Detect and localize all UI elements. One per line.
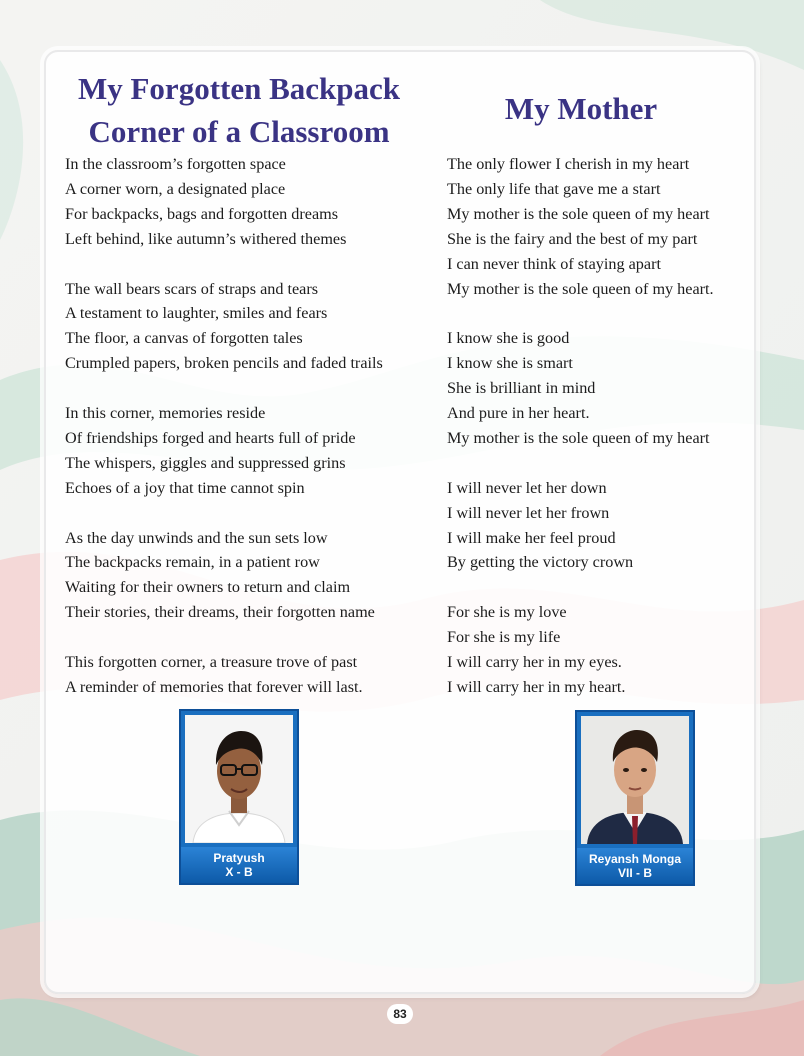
poem2-title: My Mother [504,91,658,126]
poem-line: By getting the victory crown [447,553,634,572]
poem-line: A corner worn, a designated place [65,179,286,198]
author-class: VII - B [617,866,652,880]
stanza [447,600,714,700]
poem-line: I will never let her down [447,478,607,497]
poem1-body [65,152,383,700]
poem-line: In the classroom’s forgotten space [65,155,286,173]
author-photo-card [179,709,299,885]
poem-line: Their stories, their dreams, their forgotten name [65,603,375,622]
author-class: X - B [225,865,253,879]
poem-line: For backpacks, bags and forgotten dreams [65,204,339,223]
poem-line: She is brilliant in mind [447,379,596,398]
poem-line: The whispers, giggles and suppressed grins [65,453,346,472]
poem-line: Crumpled papers, broken pencils and faded trails [65,354,383,373]
poem-line: Of friendships forged and hearts full of pride [65,428,356,447]
poem-line: A reminder of memories that forever will last. [65,677,363,696]
poem-line: I will carry her in my heart. [447,677,626,696]
poem-line: I will carry her in my eyes. [447,653,622,672]
author-photo-card [575,710,695,886]
author-caption [577,848,693,884]
stanza [65,401,383,501]
stanza [65,277,383,377]
stanza [447,476,714,576]
poem-line: The only life that gave me a start [447,179,661,198]
poem-line: For she is my life [447,628,561,647]
poem-line: I know she is good [447,329,570,348]
poem-line: My mother is the sole queen of my heart [447,204,710,223]
author-name: Reyansh Monga [588,852,681,866]
poem-line: My mother is the sole queen of my heart. [447,279,714,298]
poem-line: The floor, a canvas of forgotten tales [65,329,303,348]
poem-line: As the day unwinds and the sun sets low [65,528,328,547]
poem-line: I can never think of staying apart [447,254,661,273]
poem-line: I know she is smart [447,354,573,373]
stanza [447,152,714,301]
poem-line: The wall bears scars of straps and tears [65,279,319,298]
poem-line: The only flower I cherish in my heart [447,155,690,173]
poem-line: My mother is the sole queen of my heart [447,428,710,447]
poem-line: I will make her feel proud [447,528,616,547]
stanza [65,526,383,626]
stanza [65,650,383,700]
poem-line: Waiting for their owners to return and claim [65,578,351,597]
poem-line: I will never let her frown [447,503,610,522]
poem-line: A testament to laughter, smiles and fears [65,304,328,323]
poem-line: This forgotten corner, a treasure trove of past [65,653,358,672]
poem-line: In this corner, memories reside [65,404,266,423]
page-number: 83 [387,1004,413,1024]
poem-line: Left behind, like autumn’s withered themes [65,229,347,248]
poem-line: For she is my love [447,603,567,622]
poem1-title: My Forgotten Backpack Corner of a Classroom [77,71,401,149]
poem-line: The backpacks remain, in a patient row [65,553,320,572]
stanza [447,326,714,451]
author-portrait [185,715,293,843]
poem2-body [447,152,714,700]
poem-line: She is the fairy and the best of my part [447,229,698,248]
author-name: Pratyush [213,851,265,865]
author-portrait [581,716,689,844]
poem-line: Echoes of a joy that time cannot spin [65,478,305,497]
author-caption [181,847,297,883]
poem-line: And pure in her heart. [447,404,590,423]
stanza [65,152,383,252]
